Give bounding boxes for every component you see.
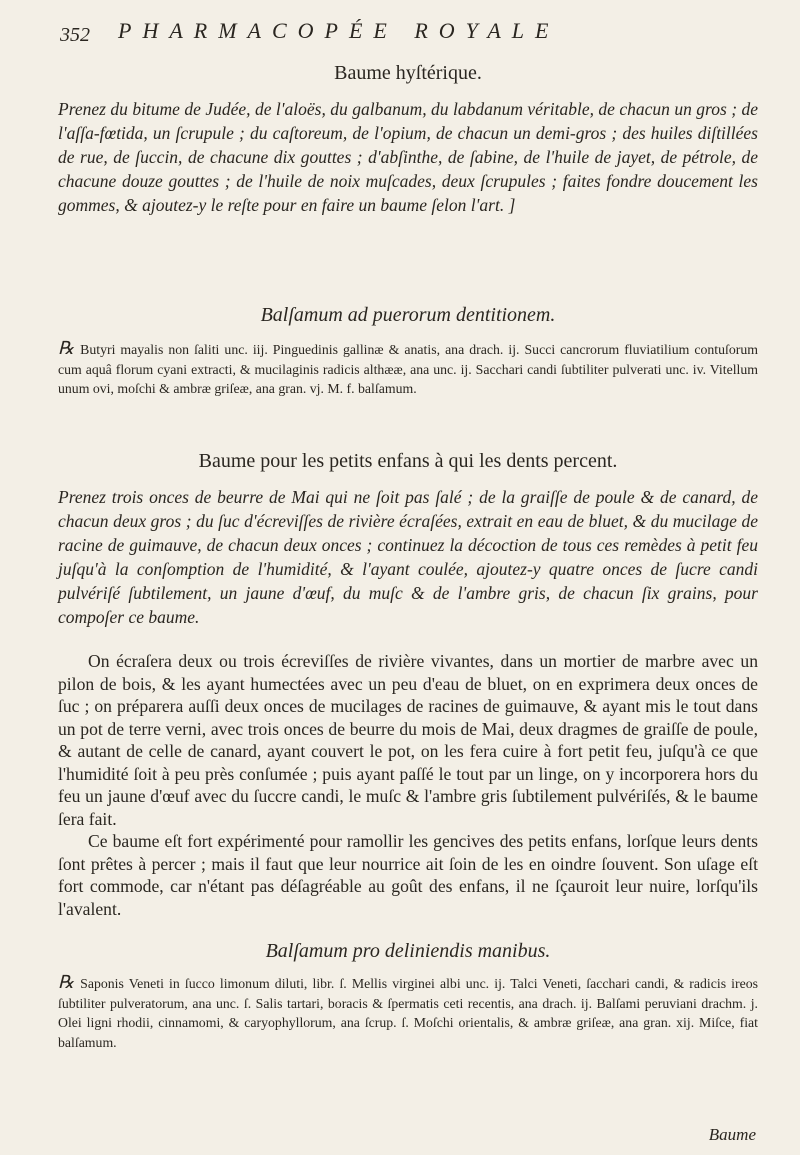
section-heading: Balſamum ad puerorum dentitionem.	[260, 304, 556, 326]
catchword: Baume	[708, 1125, 756, 1144]
section-body	[58, 650, 758, 920]
section-heading: Balſamum pro deliniendis manibus.	[265, 940, 551, 962]
page-header	[58, 16, 748, 50]
recipe-symbol: ℞	[58, 338, 75, 358]
page-number: 352	[60, 24, 90, 46]
section-text-body: Saponis Veneti in ſucco limonum diluti, libr. ſ. Mellis virginei albi unc. ij. Talci Veneti, ſacchari candi, & radicis ireos ſubtiliter pulveratorum, ana unc. ſ. Salis tartari, boracis & ſpermatis ceti recentis, ana drach. ij. Balſami peruviani drachm. j. Olei ligni rhodii, cinnamomi, & caryophyllorum, ana ſcrup. ſ. Moſchi orientalis, & ambræ griſeæ, ana gran. xij. Miſce, fiat balſamum.	[58, 976, 758, 1050]
recipe-symbol: ℞	[58, 972, 75, 992]
section-text-body: Butyri mayalis non ſaliti unc. iij. Pinguedinis gallinæ & anatis, ana drach. ij. Succi cancrorum fluviatilium contuſorum cum aquâ florum cyani extracti, & mucilaginis radicis althææ, ana unc. ij. Sacchari candi ſubtiliter pulverati unc. iv. Vitellum unum ovi, moſchi & ambræ griſeæ, ana gran. vj. M. f. balſamum.	[58, 342, 758, 396]
section-heading: Baume pour les petits enfans à qui les dents percent.	[198, 450, 618, 472]
section-text: Prenez du bitume de Judée, de l'aloës, du galbanum, du labdanum véritable, de chacun un gros ; de l'aſſa-fœtida, un ſcrupule ; du caſtoreum, de l'opium, de chacun un demi-gros ; des huiles diſtillées de rue, de ſuccin, de chacune dix gouttes ; d'abſinthe, de ſabine, de l'huile de jayet, de pétrole, de chacune douze gouttes ; de l'huile de noix muſcades, deux ſcrupules ; faites fondre doucement les gommes, & ajoutez-y le reſte pour en faire un baume ſelon l'art. ]	[58, 99, 758, 215]
section-baume-enfans	[58, 450, 758, 629]
section-text: Prenez trois onces de beurre de Mai qui ne ſoit pas ſalé ; de la graiſſe de poule & de canard, de chacun deux gros ; du ſuc d'écreviſſes de rivière écraſées, extrait en eau de bluet, & du mucilage de racine de guimauve, de chacun deux onces ; continuez la décoction de tous ces remèdes à petit feu juſqu'à la conſomption de l'humidité, & l'ayant coulée, ajoutez-y quatre onces de ſucre candi pulvériſé ſubtilement, un jaune d'œuf, du muſc & de l'ambre gris, de chacun ſix grains, pour compoſer ce baume.	[58, 487, 758, 627]
body-paragraph: On écraſera deux ou trois écreviſſes de rivière vivantes, dans un mortier de marbre avec un pilon de bois, & les ayant humectées avec un peu d'eau de bluet, on en exprimera deux onces de ſuc ; on préparera auſſi deux onces de mucilages de racines de guimauve, & ayant mis le tout dans un pot de terre verni, avec trois onces de beurre du mois de Mai, deux dragmes de graiſſe de poule, & autant de celle de canard, ayant couvert le pot, on les fera cuire à fort petit feu, juſqu'à ce que l'humidité ſoit à peu près conſumée ; puis ayant paſſé le tout par un linge, on y incorporera hors du feu un jaune d'œuf avec du ſuccre candi, le muſc & l'ambre gris ſubtilement pulvériſés, & le baume ſera fait.	[58, 651, 758, 829]
running-title: PHARMACOPÉE ROYALE	[118, 18, 560, 43]
body-paragraph: Ce baume eſt fort expérimenté pour ramollir les gencives des petits enfans, lorſque leurs dents ſont prêtes à percer ; mais il faut que leur nourrice ait ſoin de les en oindre ſouvent. Son uſage eſt fort commode, car n'étant pas déſagréable au goût des enfans, il ne ſçauroit leur nuire, lorſqu'ils l'avalent.	[58, 831, 758, 919]
section-dentitionem	[58, 304, 758, 399]
section-heading: Baume hyſtérique.	[334, 62, 482, 84]
section-text	[58, 973, 758, 1052]
section-manibus	[58, 940, 758, 1052]
section-hysterique	[58, 62, 758, 217]
section-text	[58, 339, 758, 399]
